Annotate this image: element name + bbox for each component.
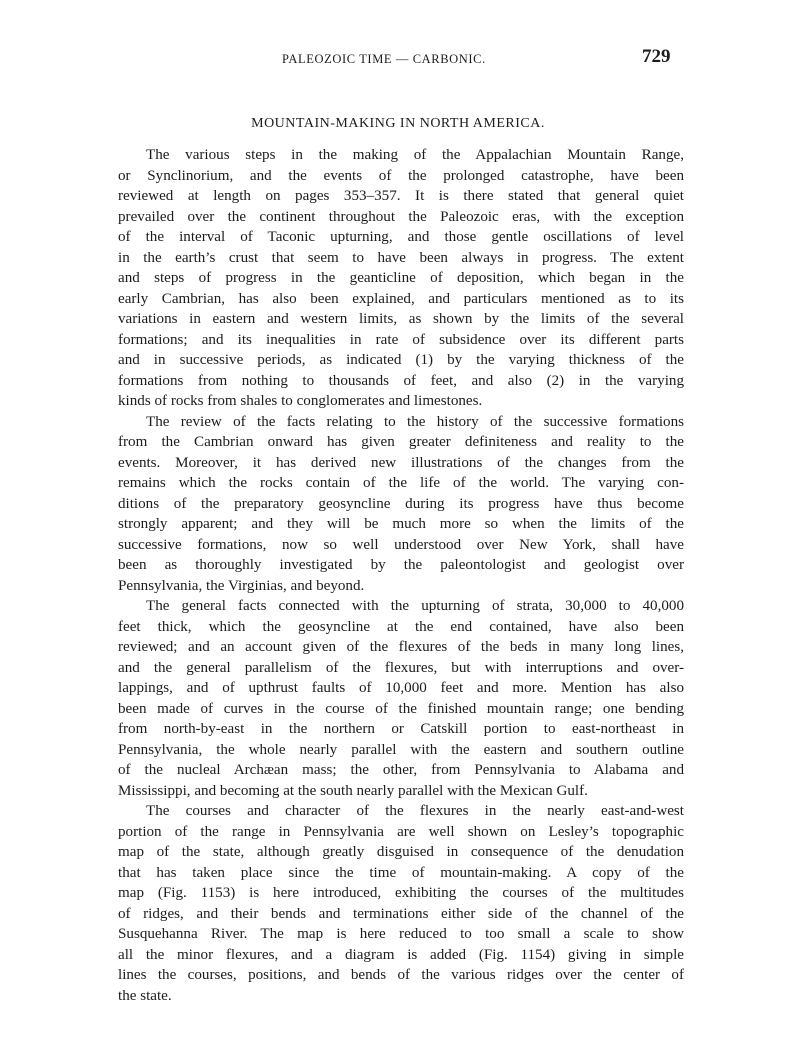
text-line: and the general parallelism of the flexures, but with interruptions and over-: [118, 659, 684, 676]
text-line: formations; and its inequalities in rate of subsidence over its different parts: [118, 331, 684, 348]
paragraph: [118, 801, 684, 1006]
section-title-text: MOUNTAIN-MAKING IN NORTH AMERICA.: [251, 116, 545, 131]
text-line: of ridges, and their bends and terminations either side of the channel of the: [118, 905, 684, 922]
page-number: 729: [642, 46, 671, 67]
text-line: strongly apparent; and they will be much more so when the limits of the: [118, 516, 684, 532]
text-line: reviewed; and an account given of the flexures of the beds in many long lines,: [118, 639, 684, 655]
text-line: formations from nothing to thousands of feet, and also (2) in the varying: [118, 372, 684, 389]
text-line: successive formations, now so well understood over New York, shall have: [118, 536, 684, 553]
text-line: from north-by-east in the northern or Catskill portion to east-northeast in: [118, 721, 684, 737]
text-line: been as thoroughly investigated by the paleontologist and geologist over: [118, 557, 684, 573]
text-line: and in successive periods, as indicated (1) by the varying thickness of the: [118, 352, 684, 368]
text-line: ditions of the preparatory geosyncline during its progress have thus become: [118, 495, 684, 512]
text-line: been made of curves in the course of the finished mountain range; one bending: [118, 700, 684, 717]
text-line: from the Cambrian onward has given greater definiteness and reality to the: [118, 434, 684, 450]
text-line: Pennsylvania, the whole nearly parallel with the eastern and southern outline: [118, 741, 684, 758]
text-line: feet thick, which the geosyncline at the end contained, have also been: [118, 618, 684, 635]
running-head: PALEOZOIC TIME — CARBONIC.: [282, 52, 486, 66]
text-line: of the interval of Taconic upturning, and those gentle oscillations of level: [118, 229, 684, 245]
text-line: reviewed at length on pages 353–357. It is there stated that general quiet: [118, 188, 684, 204]
text-line: map (Fig. 1153) is here introduced, exhibiting the courses of the multitudes: [118, 885, 684, 901]
text-line: lines the courses, positions, and bends of the various ridges over the center of: [118, 967, 684, 983]
text-line: early Cambrian, has also been explained, and particulars mentioned as to its: [118, 290, 684, 307]
text-line: portion of the range in Pennsylvania are well shown on Lesley’s topographic: [118, 823, 684, 840]
text-line: or Synclinorium, and the events of the prolonged catastrophe, have been: [118, 167, 684, 184]
paragraph: [118, 412, 684, 597]
text-line: Mississippi, and becoming at the south nearly parallel with the Mexican Gulf.: [118, 782, 588, 799]
text-line: The review of the facts relating to the history of the successive formations: [146, 413, 684, 430]
text-line: and steps of progress in the geanticline of deposition, which began in the: [118, 270, 684, 286]
text-line: The various steps in the making of the Appalachian Mountain Range,: [146, 147, 684, 163]
text-line: The courses and character of the flexures in the nearly east-and-west: [146, 803, 684, 819]
text-line: of the nucleal Archæan mass; the other, from Pennsylvania to Alabama and: [118, 762, 684, 778]
text-line: prevailed over the continent throughout the Paleozoic eras, with the exception: [118, 208, 684, 225]
text-line: map of the state, although greatly disguised in consequence of the denudation: [118, 844, 684, 860]
text-line: events. Moreover, it has derived new illustrations of the changes from the: [118, 454, 684, 471]
text-line: in the earth’s crust that seem to have been always in progress. The extent: [118, 249, 684, 266]
text-line: variations in eastern and western limits, as shown by the limits of the several: [118, 311, 684, 327]
text-line: Susquehanna River. The map is here reduced to too small a scale to show: [118, 926, 684, 942]
text-line: kinds of rocks from shales to conglomerates and limestones.: [118, 393, 483, 409]
text-line: remains which the rocks contain of the life of the world. The varying con-: [118, 475, 684, 491]
section-title: [0, 116, 800, 132]
text-line: lappings, and of upthrust faults of 10,000 feet and more. Mention has also: [118, 680, 684, 696]
text-line: The general facts connected with the upturning of strata, 30,000 to 40,000: [146, 598, 684, 614]
text-line: Pennsylvania, the Virginias, and beyond.: [118, 577, 365, 594]
body-text: [118, 145, 684, 1006]
text-line: that has taken place since the time of mountain-making. A copy of the: [118, 864, 684, 881]
paragraph: [118, 596, 684, 801]
paragraph: [118, 145, 684, 412]
text-line: the state.: [118, 987, 172, 1004]
text-line: all the minor flexures, and a diagram is added (Fig. 1154) giving in simple: [118, 946, 684, 963]
